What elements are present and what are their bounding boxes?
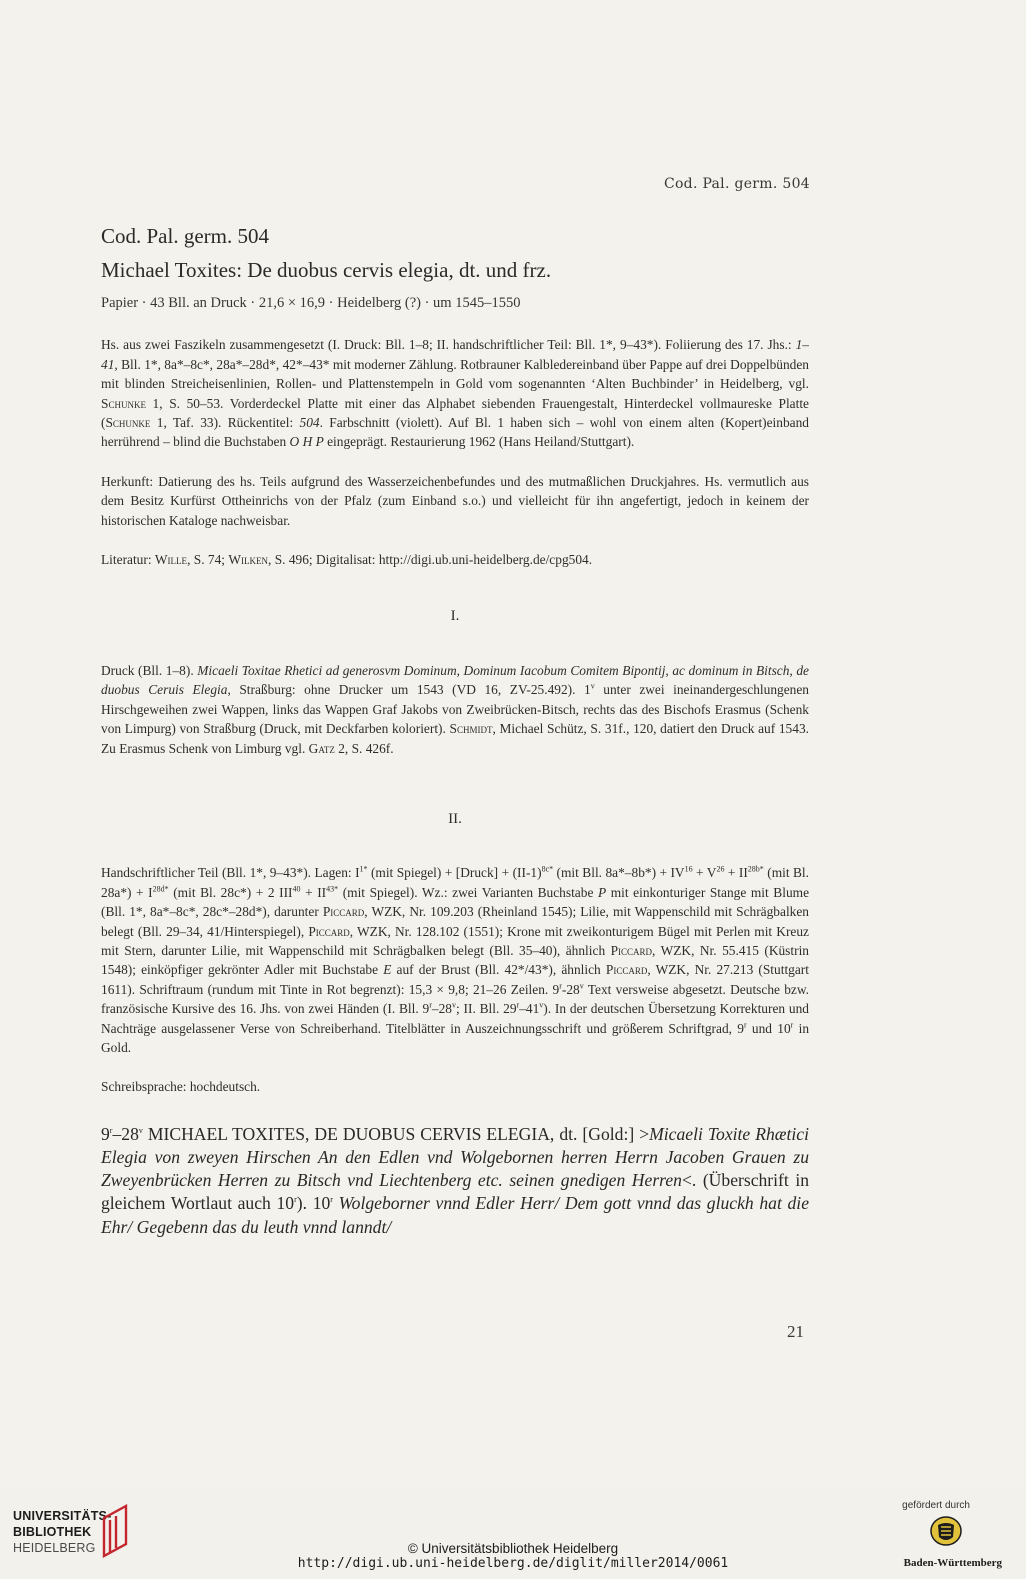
section-2-paragraph: Handschriftlicher Teil (Bll. 1*, 9–43*). Lagen: $I^{1*}$ (mit Spiegel) + [Druck] + $(II-1)^{8c*}$ (mit Bll. $8a*-8b*) + IV^{16} + V^{26} + II^{28b*}$ (mit Bl. $28a*) + I^{28d*}$ (mit Bl. 28c*) + 2 $III^{40} + II^{43*}$ (mit Spiegel). Wz.: zwei Varianten Buchstabe P mit einkonturiger Stange mit Blume (Bll. 1*, 8a*–8c*, 28c*–28d*), darunter Piccard, WZK, Nr. 109.203 (Rheinland 1545); Lilie, mit Wappenschild mit Schrägbalken belegt (Bll. 29–34, 41/Hinterspiegel), Piccard, WZK, Nr. 128.102 (1551); Krone mit zweikonturigem Bügel mit Perlen mit Kreuz mit Stern, darunter Lilie, mit Wappenschild mit Schrägbalken belegt (Bll. 35–40), ähnlich Piccard, WZK, Nr. 55.415 (Küstrin 1548); einköpfiger gekrönter Adler mit Buchstabe E auf der Brust (Bll. 42*/43*), ähnlich Piccard, WZK, Nr. 27.213 (Stuttgart 1611). Schriftraum (rundum mit Tinte in Rot begrenzt): 15,3 × 9,8; 21–26 Zeilen. 9$^r$-28$^v$ Text versweise abgesetzt. Deutsche bzw. französische Kursive des 16. Jhs. von zwei Händen (I. Bll. 9$^r$–28$^v$; II. Bll. 29$^r$–41$^v$). In der deutschen Übersetzung Korrekturen und Nachträge ausgelassener Verse von Schreiberhand. Titelblätter in Auszeichnungsschrift und größerem Schriftgrad, 9$^r$ und 10$^r$ in Gold. — [101, 864, 810, 1055]
text-incipit: 9$^r$–28$^v$ MICHAEL TOXITES, DE DUOBUS CERVIS ELEGIA, dt. [Gold:] >Micaeli Toxite Rhætici Elegia von zweyen Hirschen An den Edlen vnd Wolgebornen herren Herrn Jacoben Grauen zu Zweyenbrücken Herren zu Bitsch vnd Liechtenberg etc. seinen gnedigen Herren<. (Überschrift in gleichem Wortlaut auch 10$^r$). 10$^r$ Wolgeborner vnnd Edler Herr/ Dem gott vnnd das gluckh hat die Ehr/ Gegebenn das du leuth vnnd lanndt/ — [101, 1123, 810, 1237]
running-head: Cod. Pal. germ. 504 — [663, 176, 810, 192]
provenance-paragraph: Herkunft: Datierung des hs. Teils aufgrund des Wasserzeichenbefundes und des mutmaßlichen Druckjahres. Hs. vermutlich aus dem Besitz Kurfürst Ottheinrichs von der Pfalz (zum Einband s.o.) und vielleicht für ihn angefertigt, jedoch in keinem der historischen Kataloge nachweisbar. — [101, 473, 809, 528]
codicological-description: Hs. aus zwei Faszikeln zusammengesetzt (I. Druck: Bll. 1–8; II. handschriftlicher Teil: Bll. 1*, 9–43*). Foliierung des 17. Jhs.: 1–41, Bll. 1*, 8a*–8c*, 28a*–28d*, 42*–43* mit moderner Zählung. Rotbrauner Kalbledereinband über Pappe auf drei Doppelbünden mit blinden Streicheisenlinien, Rollen- und Plattenstempeln in Gold vom sogenannten ‘Alten Buchbinder’ in Heidelberg, vgl. Schunke 1, S. 50–53. Vorderdeckel Platte mit einer das Alphabet siebenden Frauengestalt, Hinterdeckel vollmaureske Platte (Schunke 1, Taf. 33). Rückentitel: 504. Farbschnitt (violett). Auf Bl. 1 haben sich – wohl von einem alten (Kopert)einband herrührend – blind die Buchstaben O H P eingeprägt. Restaurierung 1962 (Hans Heiland/Stuttgart). — [101, 337, 810, 450]
language-note: Schreibsprache: hochdeutsch. — [101, 1079, 261, 1095]
literature-paragraph: Literatur: Wille, S. 74; Wilken, S. 496; Digitalisat: http://digi.ub.uni-heidelberg.de/cpg504. — [101, 552, 593, 568]
page-number: 21 — [787, 1322, 804, 1341]
section-numeral-1: I. — [450, 608, 460, 625]
state-crest-icon — [929, 1513, 963, 1553]
shelfmark-heading: Cod. Pal. germ. 504 — [101, 224, 269, 248]
sponsor-label: gefördert durch — [902, 1500, 970, 1511]
footer — [0, 1490, 1026, 1579]
physical-description: Papier · 43 Bll. an Druck · 21,6 × 16,9 · Heidelberg (?) · um 1545–1550 — [101, 295, 521, 311]
section-1-paragraph: Druck (Bll. 1–8). Micaeli Toxitae Rhetici ad generosvm Dominum, Dominum Iacobum Comitem Bipontij, ac dominum in Bitsch, de duobus Ceruis Elegia, Straßburg: ohne Drucker um 1543 (VD 16, ZV-25.492). 1$^v$ unter zwei ineinandergeschlungenen Hirschgeweihen zwei Wappen, links das Wappen Graf Jakobs von Zweibrücken-Bitsch, rechts das des Bischofs Erasmus (Schenk von Limpurg) von Straßburg (Druck, mit Deckfarben koloriert). Schmidt, Michael Schütz, S. 31f., 120, datiert den Druck auf 1543. Zu Erasmus Schenk von Limburg vgl. Gatz 2, S. 426f. — [101, 662, 809, 756]
entry-title: Michael Toxites: De duobus cervis elegia, dt. und frz. — [101, 258, 552, 282]
catalog-entry — [101, 222, 809, 1239]
copyright-notice: © Universitätsbibliothek Heidelberg http://digi.ub.uni-heidelberg.de/diglit/miller2014/0061 — [0, 1541, 1026, 1571]
permalink[interactable]: http://digi.ub.uni-heidelberg.de/diglit/miller2014/0061 — [297, 1556, 729, 1571]
section-numeral-2: II. — [448, 810, 462, 827]
sponsor-name: Baden-Württemberg — [903, 1557, 1002, 1569]
library-logo-text[interactable]: UNIVERSITÄTS- BIBLIOTHEK HEIDELBERG — [13, 1509, 112, 1555]
